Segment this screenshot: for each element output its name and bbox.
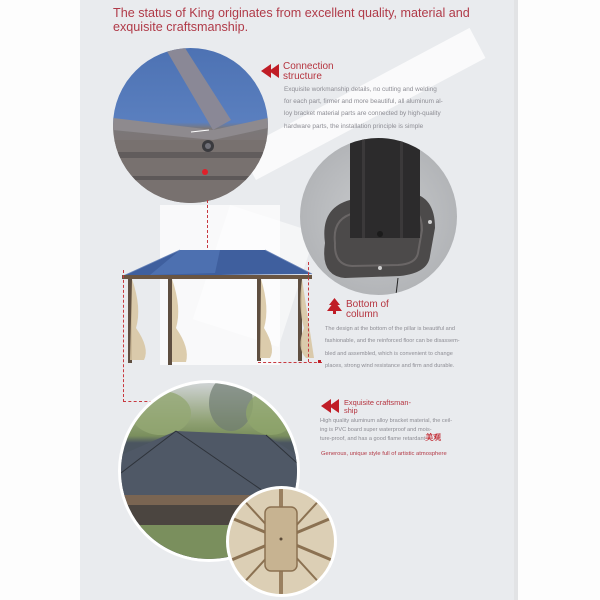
gazebo-illustration bbox=[120, 248, 320, 366]
connector-line bbox=[207, 200, 208, 248]
ceiling-view-image bbox=[226, 486, 337, 597]
section-title-exquisite-craftsmanship: Exquisite craftsman- ship bbox=[344, 398, 411, 416]
pine-tree-icon bbox=[327, 298, 342, 314]
section-body-bottom-of-column: The design at the bottom of the pillar is beautiful and fashionable, and the reinforced floor can be disassem- bled and assembled, which is convenient to change places, strong wind resistance and firm and durable. bbox=[325, 326, 460, 370]
double-chevron-left-icon bbox=[261, 64, 281, 78]
accent-label: 美观 bbox=[425, 433, 442, 442]
section-tagline: Generous, unique style full of artistic atmosphere bbox=[321, 451, 447, 457]
ceiling-frame-illustration bbox=[229, 489, 334, 594]
column-base-image bbox=[300, 138, 457, 295]
headline: The status of King originates from excellent quality, material and exquisite craftsmanship. bbox=[113, 6, 470, 34]
gazebo-image bbox=[120, 248, 320, 366]
double-chevron-left-icon bbox=[321, 399, 341, 413]
connector-line bbox=[123, 270, 124, 402]
connector-line bbox=[308, 262, 309, 362]
roof-corner-joint-illustration bbox=[113, 48, 268, 203]
connector-dot bbox=[318, 360, 321, 363]
section-body-exquisite-craftsmanship: High quality aluminum alloy bracket material, the ceil- ing is PVC board super waterproof and mois- ture-proof, and has a good flame retardant美观 bbox=[320, 418, 453, 442]
connection-detail-image bbox=[113, 48, 268, 203]
panel-edge bbox=[514, 0, 518, 600]
section-title-bottom-of-column: Bottom of column bbox=[346, 299, 389, 320]
column-base-illustration bbox=[300, 138, 457, 295]
section-title-connection: Connection structure bbox=[283, 61, 334, 82]
section-body-connection: Exquisite workmanship details, no cutting and welding for each part, firmer and more beautiful, all aluminum al- loy bracket material parts are connected by high-quality hardware parts, the installation principle is simple bbox=[284, 86, 443, 130]
connector-line bbox=[258, 362, 322, 363]
